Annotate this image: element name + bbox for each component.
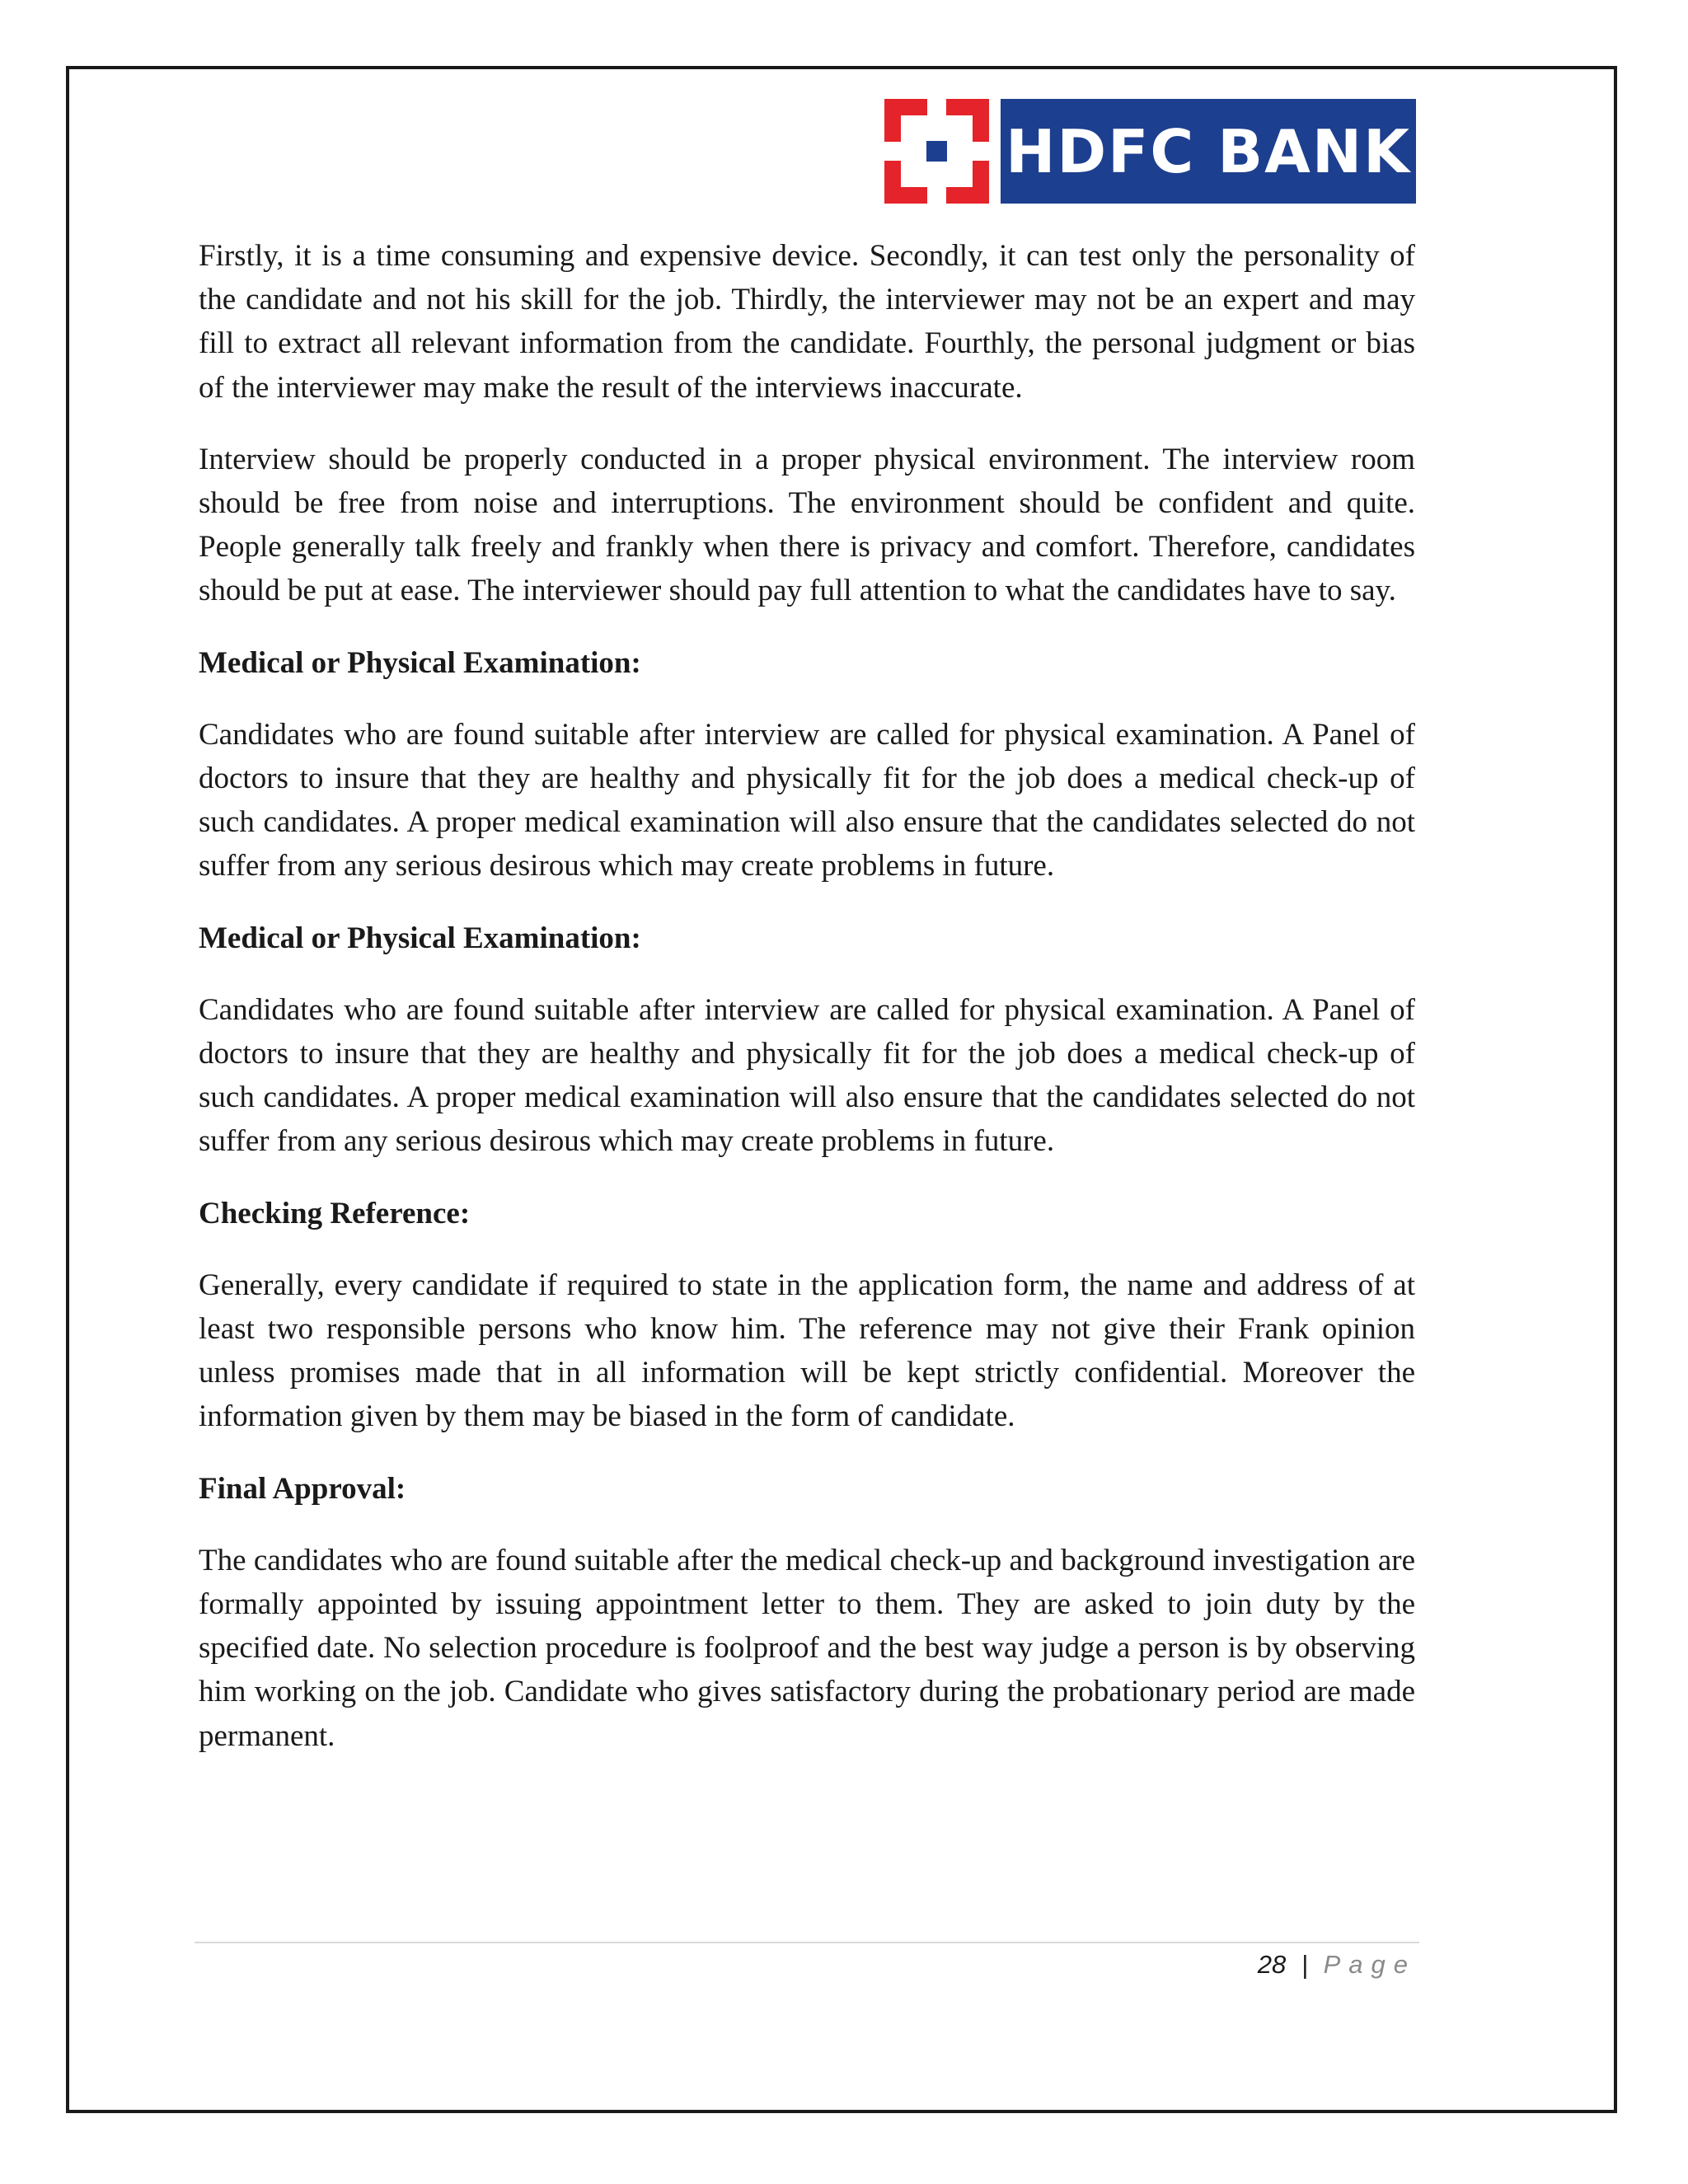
page-number-separator: | — [1301, 1950, 1308, 1979]
footer-divider — [195, 1942, 1419, 1943]
paragraph-interview-environment: Interview should be properly conducted in a proper physical environment. The interview room should be free from noise and interruptions. The environment should be confident and quite. People generally talk freely and frankly when there is privacy and comfort. Therefore, candidates should be put at ease. The interviewer should pay full attention to what the candidates have to say. — [199, 442, 1415, 608]
paragraph-final-approval: The candidates who are found suitable after the medical check-up and background investigation are formally appointed by issuing appointment letter to them. They are asked to join duty by the specified date. No selection procedure is foolproof and the best way judge a person is by observing him working on the job. Candidate who gives satisfactory during the probationary period are made permanent. — [199, 1543, 1415, 1753]
paragraph-medical-examination: Candidates who are found suitable after interview are called for physical examination. A Panel of doctors to insure that they are healthy and physically fit for the job does a medical check-up of such candidates. A proper medical examination will also ensure that the candidates selected do not suffer from any serious desirous which may create problems in future. — [199, 717, 1415, 883]
heading-medical-examination-repeat: Medical or Physical Examination: — [199, 921, 641, 955]
paragraph-medical-examination-repeat: Candidates who are found suitable after interview are called for physical examination. A Panel of doctors to insure that they are healthy and physically fit for the job does a medical check-up of such candidates. A proper medical examination will also ensure that the candidates selected do not suffer from any serious desirous which may create problems in future. — [199, 992, 1415, 1159]
hdfc-bank-logo — [884, 99, 1416, 204]
page-number — [1258, 1950, 1416, 1980]
paragraph-interview-drawbacks: Firstly, it is a time consuming and expensive device. Secondly, it can test only the personality of the candidate and not his skill for the job. Thirdly, the interviewer may not be an expert and may fill to extract all relevant information from the candidate. Fourthly, the personal judgment or bias of the interviewer may make the result of the interviews inaccurate. — [199, 239, 1415, 405]
paragraph-checking-reference: Generally, every candidate if required to state in the application form, the name and address of at least two responsible persons who know him. The reference may not give their Frank opinion unless promises made that in all information will be kept strictly confidential. Moreover the information given by them may be biased in the form of candidate. — [199, 1268, 1415, 1434]
page-label: Page — [1323, 1950, 1416, 1979]
heading-medical-examination: Medical or Physical Examination: — [199, 645, 641, 680]
heading-checking-reference: Checking Reference: — [199, 1196, 471, 1230]
hdfc-logo-icon — [884, 99, 989, 204]
heading-final-approval: Final Approval: — [199, 1471, 406, 1506]
document-body — [199, 234, 1415, 1786]
page-number-value: 28 — [1257, 1950, 1287, 1979]
logo-wordmark: HDFC BANK — [1001, 99, 1416, 204]
